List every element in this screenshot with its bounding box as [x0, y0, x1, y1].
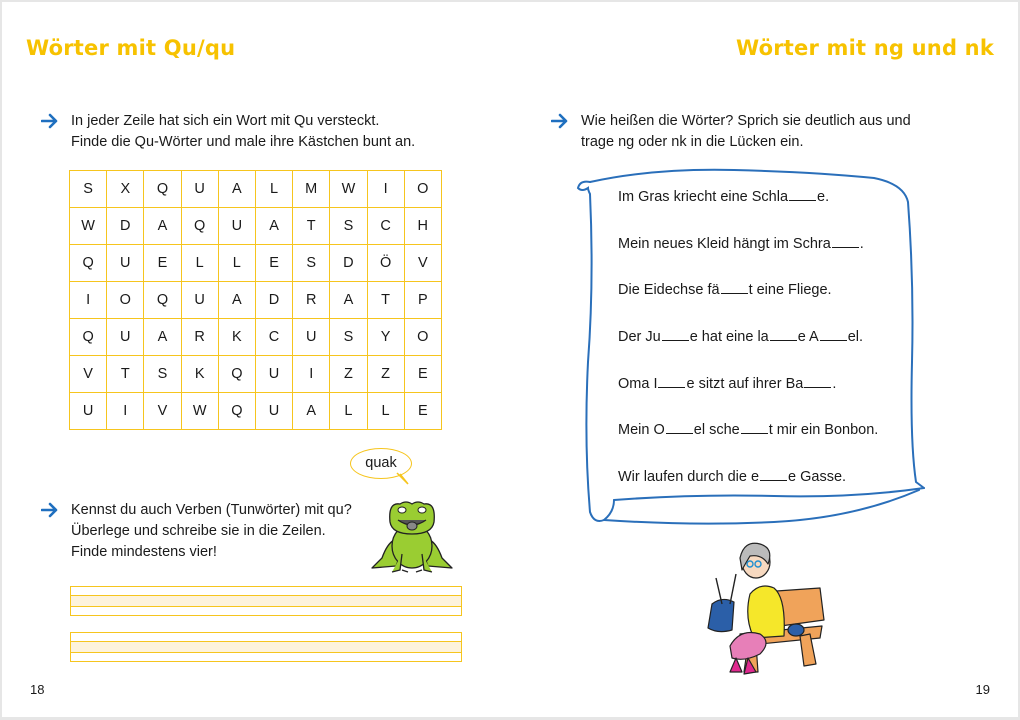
sentence-fragment: . [859, 235, 864, 252]
grid-cell[interactable]: T [107, 356, 144, 393]
grid-cell[interactable]: C [255, 319, 292, 356]
grid-cell[interactable]: Q [144, 282, 181, 319]
fill-in-sentences [618, 186, 878, 513]
writing-line-2[interactable] [70, 632, 462, 662]
blank-gap[interactable] [820, 327, 847, 341]
sentence [618, 233, 878, 280]
grid-cell[interactable]: Q [181, 208, 218, 245]
sentence [618, 326, 878, 373]
grid-cell[interactable]: Z [330, 356, 367, 393]
frog-icon [362, 494, 462, 574]
grid-cell[interactable]: T [367, 282, 404, 319]
grid-cell[interactable]: O [404, 171, 441, 208]
sentence-fragment: e Gasse. [788, 469, 847, 486]
right-page-title: Wörter mit ng und nk [735, 36, 994, 60]
page-number-left: 18 [30, 682, 45, 697]
sentence-fragment: el. [847, 329, 864, 346]
grid-cell[interactable]: O [404, 319, 441, 356]
sentence-fragment: t mir ein Bonbon. [768, 422, 879, 439]
sentence-fragment: Die Eidechse fä [618, 282, 720, 299]
speech-bubble-tail-icon [396, 472, 410, 486]
blank-gap[interactable] [658, 374, 685, 388]
grid-cell[interactable]: A [255, 208, 292, 245]
grid-cell[interactable]: L [181, 245, 218, 282]
grid-cell[interactable]: Q [218, 393, 255, 430]
grandma-knitting-icon [700, 538, 830, 678]
blank-gap[interactable] [741, 420, 768, 434]
sentence [618, 186, 878, 233]
page-number-right: 19 [975, 682, 990, 697]
grid-cell[interactable]: U [107, 319, 144, 356]
task-find-qu-words [71, 111, 415, 153]
grid-cell[interactable]: A [218, 171, 255, 208]
grid-cell[interactable]: I [293, 356, 330, 393]
word-search-grid [69, 170, 442, 430]
grid-cell[interactable]: H [404, 208, 441, 245]
grid-cell[interactable]: C [367, 208, 404, 245]
writing-line-midzone [71, 641, 461, 653]
grid-cell[interactable]: A [144, 319, 181, 356]
arrow-right-icon [551, 113, 569, 129]
grid-cell[interactable]: V [144, 393, 181, 430]
grid-cell[interactable]: Y [367, 319, 404, 356]
grid-cell[interactable]: D [107, 208, 144, 245]
grid-cell[interactable]: U [255, 393, 292, 430]
sentence-fragment: e. [817, 189, 830, 205]
grid-cell[interactable]: Q [70, 319, 107, 356]
grid-cell[interactable]: U [107, 245, 144, 282]
instruction-line: In jeder Zeile hat sich ein Wort mit Qu versteckt. [71, 113, 380, 129]
grid-cell[interactable]: I [107, 393, 144, 430]
instruction-line: trage ng oder nk in die Lücken ein. [581, 134, 804, 150]
grid-cell[interactable]: A [330, 282, 367, 319]
sentence-fragment: e A [797, 329, 819, 346]
grid-cell[interactable]: U [255, 356, 292, 393]
grid-row [70, 393, 442, 430]
blank-gap[interactable] [760, 467, 787, 481]
sentence-fragment: Mein neues Kleid hängt im Schra [618, 235, 831, 252]
grid-cell[interactable]: U [293, 319, 330, 356]
grid-cell[interactable]: L [330, 393, 367, 430]
grid-cell[interactable]: Q [218, 356, 255, 393]
grid-row [70, 319, 442, 356]
grid-cell[interactable]: T [293, 208, 330, 245]
sentence-fragment: Wir laufen durch die e [618, 469, 760, 486]
sentence-fragment: Mein O [618, 422, 665, 439]
grid-cell[interactable]: K [181, 356, 218, 393]
blank-gap[interactable] [662, 327, 689, 341]
sentence-fragment: Der Ju [618, 329, 661, 346]
blank-gap[interactable] [832, 234, 859, 248]
grid-cell[interactable]: Q [144, 171, 181, 208]
grid-cell[interactable]: S [293, 245, 330, 282]
grid-cell[interactable]: S [144, 356, 181, 393]
sentence [618, 419, 878, 466]
task-verbs-with-qu [71, 500, 352, 563]
grid-cell[interactable]: V [70, 356, 107, 393]
grid-cell[interactable]: U [181, 171, 218, 208]
instruction-line: Kennst du auch Verben (Tunwörter) mit qu? [71, 502, 352, 518]
grid-cell[interactable]: E [144, 245, 181, 282]
grid-cell[interactable]: I [367, 171, 404, 208]
instruction-line: Finde mindestens vier! [71, 544, 217, 560]
grid-cell[interactable]: U [181, 282, 218, 319]
sentence-fragment: e hat eine la [689, 329, 769, 346]
grid-cell[interactable]: L [218, 245, 255, 282]
sentence [618, 279, 878, 326]
grid-cell[interactable]: W [330, 171, 367, 208]
grid-cell[interactable]: A [218, 282, 255, 319]
grid-cell[interactable]: R [181, 319, 218, 356]
grid-cell[interactable]: D [255, 282, 292, 319]
grid-cell[interactable]: E [255, 245, 292, 282]
grid-cell[interactable]: R [293, 282, 330, 319]
grid-cell[interactable]: S [330, 208, 367, 245]
grid-cell[interactable]: S [330, 319, 367, 356]
grid-cell[interactable]: A [293, 393, 330, 430]
instruction-line: Überlege und schreibe sie in die Zeilen. [71, 523, 326, 539]
grid-cell[interactable]: L [367, 393, 404, 430]
sentence [618, 373, 878, 420]
grid-row [70, 208, 442, 245]
writing-line-1[interactable] [70, 586, 462, 616]
grid-cell[interactable]: K [218, 319, 255, 356]
speech-bubble: quak [350, 448, 412, 479]
blank-gap[interactable] [770, 327, 797, 341]
sentence-fragment: t eine Fliege. [748, 282, 832, 299]
grid-row [70, 171, 442, 208]
instruction-line: Wie heißen die Wörter? Sprich sie deutlich aus und [581, 113, 911, 129]
grid-cell[interactable]: O [107, 282, 144, 319]
sentence-fragment: el sche [693, 422, 740, 439]
left-page-title: Wörter mit Qu/qu [26, 36, 236, 60]
instruction-line: Finde die Qu-Wörter und male ihre Kästchen bunt an. [71, 134, 416, 150]
grid-cell[interactable]: W [181, 393, 218, 430]
grid-cell[interactable]: U [70, 393, 107, 430]
grid-cell[interactable]: M [293, 171, 330, 208]
grid-cell[interactable]: Z [367, 356, 404, 393]
sentence-fragment: e sitzt auf ihrer Ba [686, 375, 804, 392]
grid-row [70, 282, 442, 319]
grid-cell[interactable]: D [330, 245, 367, 282]
blank-gap[interactable] [721, 280, 748, 294]
arrow-right-icon [41, 502, 59, 518]
grid-cell[interactable]: A [144, 208, 181, 245]
grid-cell[interactable]: E [404, 393, 441, 430]
grid-cell[interactable]: W [70, 208, 107, 245]
arrow-right-icon [41, 113, 59, 129]
grid-row [70, 356, 442, 393]
sentence-fragment: . [832, 375, 837, 392]
grid-cell[interactable]: U [218, 208, 255, 245]
blank-gap[interactable] [666, 420, 693, 434]
grid-cell[interactable]: S [70, 171, 107, 208]
sentence-fragment: Im Gras kriecht eine Schla [618, 189, 789, 205]
grid-cell[interactable]: E [404, 356, 441, 393]
grid-cell[interactable]: Q [70, 245, 107, 282]
writing-line-midzone [71, 595, 461, 607]
grid-cell[interactable]: P [404, 282, 441, 319]
grid-cell[interactable]: L [255, 171, 292, 208]
grid-cell[interactable]: V [404, 245, 441, 282]
sentence-fragment: Oma I [618, 375, 658, 392]
grid-cell[interactable]: Ö [367, 245, 404, 282]
blank-gap[interactable] [804, 374, 831, 388]
grid-cell[interactable]: X [107, 171, 144, 208]
sentence [618, 466, 878, 513]
task-ng-nk [581, 111, 911, 153]
grid-row [70, 245, 442, 282]
grid-cell[interactable]: I [70, 282, 107, 319]
blank-gap[interactable] [789, 187, 816, 201]
